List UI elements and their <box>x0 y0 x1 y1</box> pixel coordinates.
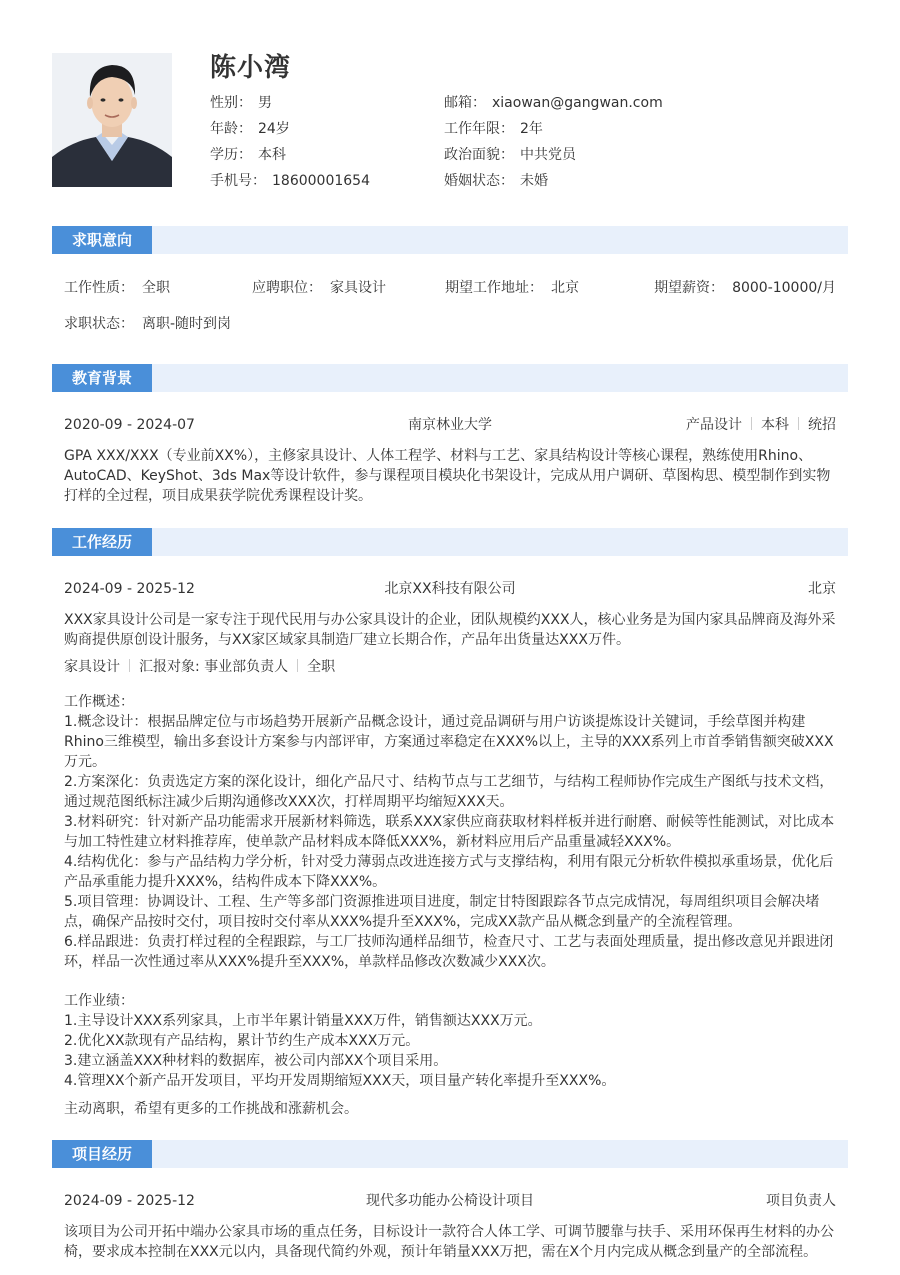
intention-location-label: 期望工作地址： <box>445 280 543 296</box>
company-intro: XXX家具设计公司是一家专注于现代民用与办公家具设计的企业，团队规模约XXX人，核心业务是为国内家具品牌商及海外采购商提供原创设计服务，与XX家区域家具制造厂建立长期合作，产品年出货量达XXX万件。 <box>64 612 836 648</box>
education-school: 南京林业大学 <box>408 417 492 433</box>
phone-field <box>210 171 370 191</box>
achievement-item: 1.主导设计XXX系列家具，上市半年累计销量XXX万件，销售额达XXX万元。 <box>64 1013 542 1029</box>
project-name: 现代多功能办公椅设计项目 <box>366 1193 534 1209</box>
achievement-item: 4.管理XX个新产品开发项目，平均开发周期缩短XXX天，项目量产转化率提升至XXX%。 <box>64 1073 616 1089</box>
education-field <box>210 145 286 165</box>
work-entry-header <box>64 579 836 599</box>
intention-status-label: 求职状态： <box>64 316 134 332</box>
work-overview-title: 工作概述： <box>64 694 134 710</box>
intention-salary <box>654 278 836 298</box>
overview-item: 6.样品跟进：负责打样过程的全程跟踪，与工厂技师沟通样品细节，检查尺寸、工艺与表面处理质量，提出修改意见并跟进闭环，样品一次性通过率从XXX%提升至XXX%，单款样品修改次数减少XXX次。 <box>64 934 834 970</box>
intention-nature-label: 工作性质： <box>64 280 134 296</box>
project-role: 项目负责人 <box>766 1193 836 1209</box>
work-period: 2024-09 - 2025-12 <box>64 581 195 597</box>
gender-label: 性别： <box>210 95 252 111</box>
education-label: 学历： <box>210 147 252 163</box>
leave-reason: 主动离职，希望有更多的工作挑战和涨薪机会。 <box>64 1101 358 1117</box>
section-header-education <box>52 364 848 392</box>
education-description: GPA XXX/XXX（专业前XX%），主修家具设计、人体工程学、材料与工艺、家具结构设计等核心课程，熟练使用Rhino、AutoCAD、KeyShot、3ds Max等设计软件，参与课程项目模块化书架设计，完成从用户调研、草图构思、模型制作到实物打样的全过程，项目成果获学院优秀课程设计奖。 <box>64 448 831 504</box>
section-title-education: 教育背景 <box>52 364 152 392</box>
work-report-to: 汇报对象: 事业部负责人 <box>139 659 289 675</box>
work-years-label: 工作年限： <box>444 121 514 137</box>
candidate-name: 陈小湾 <box>210 53 292 83</box>
section-header-intention <box>52 226 848 254</box>
work-achievements <box>64 991 836 1091</box>
age-field <box>210 119 290 139</box>
avatar <box>52 53 172 187</box>
intention-position <box>252 278 386 298</box>
gender-field <box>210 93 272 113</box>
section-header-work <box>52 528 848 556</box>
email-field <box>444 93 663 113</box>
education-recruit: 统招 <box>808 417 836 433</box>
work-tags-line <box>64 657 335 677</box>
education-period: 2020-09 - 2024-07 <box>64 417 195 433</box>
overview-item: 3.材料研究：针对新产品功能需求开展新材料筛选，联系XXX家供应商获取材料样板并进行耐磨、耐候等性能测试，对比成本与加工特性建立材料推荐库，使单款产品材料成本降低XXX%，新材料应用后产品重量减轻XXX%。 <box>64 814 835 850</box>
work-years-field <box>444 119 543 139</box>
project-entry-header <box>64 1191 836 1211</box>
work-overview <box>64 692 836 972</box>
age-label: 年龄： <box>210 121 252 137</box>
intention-status <box>64 314 231 334</box>
intention-status-value: 离职-随时到岗 <box>142 316 232 332</box>
divider <box>297 659 298 672</box>
achievement-item: 3.建立涵盖XXX种材料的数据库，被公司内部XX个项目采用。 <box>64 1053 448 1069</box>
work-years-value: 2年 <box>520 121 543 137</box>
section-title-project: 项目经历 <box>52 1140 152 1168</box>
avatar-photo-icon <box>52 53 172 187</box>
intention-position-label: 应聘职位： <box>252 280 322 296</box>
work-type: 全职 <box>307 659 336 675</box>
education-tags <box>686 415 836 435</box>
intention-salary-value: 8000-10000/月 <box>732 280 836 296</box>
work-achievements-title: 工作业绩： <box>64 993 134 1009</box>
overview-item: 4.结构优化：参与产品结构力学分析，针对受力薄弱点改进连接方式与支撑结构，利用有限元分析软件模拟承重场景，优化后产品承重能力提升XXX%，结构件成本下降XXX%。 <box>64 854 834 890</box>
divider <box>751 417 752 430</box>
age-value: 24岁 <box>258 121 290 137</box>
phone-label: 手机号： <box>210 173 266 189</box>
overview-item: 1.概念设计：根据品牌定位与市场趋势开展新产品概念设计，通过竞品调研与用户访谈提炼设计关键词，手绘草图并构建Rhino三维模型，输出多套设计方案参与内部评审，方案通过率稳定在XXX%以上，主导的XXX系列上市首季销售额突破XXX万元。 <box>64 714 834 770</box>
overview-item: 2.方案深化：负责选定方案的深化设计，细化产品尺寸、结构节点与工艺细节，与结构工程师协作完成生产图纸与技术文档，通过规范图纸标注减少后期沟通修改XXX次，打样周期平均缩短XXX天。 <box>64 774 834 810</box>
intention-location <box>445 278 579 298</box>
email-label: 邮箱： <box>444 95 486 111</box>
education-value: 本科 <box>258 147 286 163</box>
work-tags <box>64 657 836 677</box>
marital-field <box>444 171 548 191</box>
work-city: 北京 <box>808 581 836 597</box>
marital-label: 婚姻状态： <box>444 173 514 189</box>
divider <box>798 417 799 430</box>
political-field <box>444 145 576 165</box>
gender-value: 男 <box>258 95 272 111</box>
email-value: xiaowan@gangwan.com <box>492 95 663 111</box>
work-company: 北京XX科技有限公司 <box>384 581 516 597</box>
divider <box>129 659 130 672</box>
achievement-item: 2.优化XX款现有产品结构，累计节约生产成本XXX万元。 <box>64 1033 420 1049</box>
section-title-work: 工作经历 <box>52 528 152 556</box>
work-role: 家具设计 <box>64 659 120 675</box>
education-entry-header <box>64 415 836 435</box>
education-major: 产品设计 <box>686 417 742 433</box>
project-description: 该项目为公司开拓中端办公家具市场的重点任务，目标设计一款符合人体工学、可调节腰靠与扶手、采用环保再生材料的办公椅，要求成本控制在XXX元以内，具备现代简约外观，预计年销量XXX万把，需在X个月内完成从概念到量产的全部流程。 <box>64 1224 834 1260</box>
section-title-intention: 求职意向 <box>52 226 152 254</box>
overview-item: 5.项目管理：协调设计、工程、生产等多部门资源推进项目进度，制定甘特图跟踪各节点完成情况，每周组织项目会解决堵点，确保产品按时交付，项目按时交付率从XXX%提升至XXX%，完成XX款产品从概念到量产的全流程管理。 <box>64 894 820 930</box>
intention-location-value: 北京 <box>551 280 579 296</box>
intention-nature-value: 全职 <box>142 280 170 296</box>
marital-value: 未婚 <box>520 173 548 189</box>
education-degree: 本科 <box>761 417 789 433</box>
intention-nature <box>64 278 170 298</box>
political-value: 中共党员 <box>520 147 576 163</box>
project-period: 2024-09 - 2025-12 <box>64 1193 195 1209</box>
intention-position-value: 家具设计 <box>330 280 386 296</box>
phone-value: 18600001654 <box>272 173 370 189</box>
political-label: 政治面貌： <box>444 147 514 163</box>
section-header-project <box>52 1140 848 1168</box>
intention-salary-label: 期望薪资： <box>654 280 725 296</box>
